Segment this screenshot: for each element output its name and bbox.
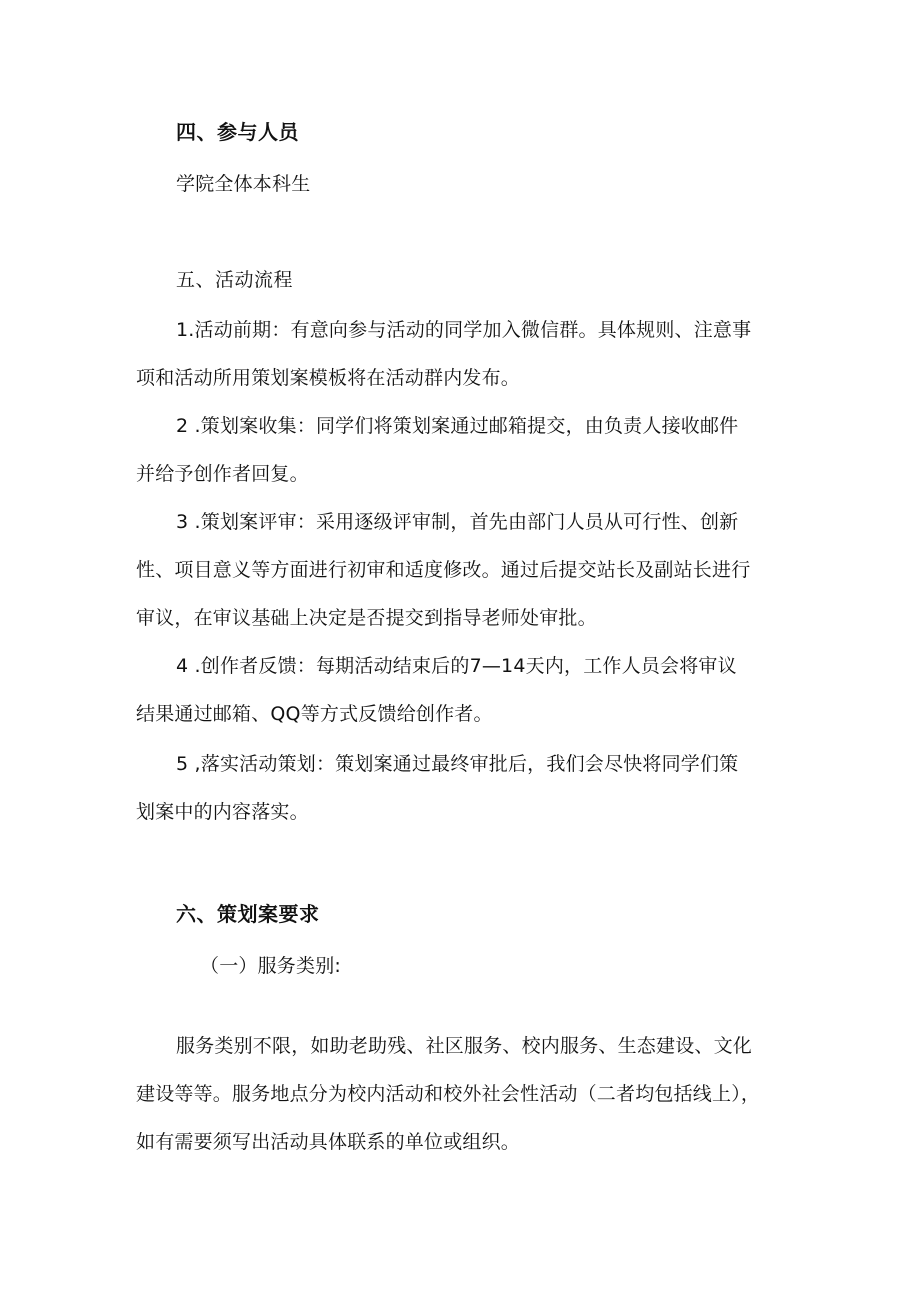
section-heading-participants: 四、参与人员	[176, 120, 299, 144]
process-item-5-line-2: 划案中的内容落实。	[136, 801, 309, 823]
section-heading-process: 五、活动流程	[176, 269, 294, 291]
requirements-paragraph-line-1: 服务类别不限，如助老助残、社区服务、校内服务、生态建设、文化	[176, 1035, 753, 1057]
process-item-3-line-3: 审议，在审议基础上决定是否提交到指导老师处审批。	[136, 607, 597, 629]
process-item-1-line-1: 1.活动前期：有意向参与活动的同学加入微信群。具体规则、注意事	[176, 319, 752, 341]
process-item-2-line-2: 并给予创作者回复。	[136, 463, 309, 485]
process-item-2-line-1: 2 .策划案收集：同学们将策划案通过邮箱提交，由负责人接收邮件	[176, 415, 739, 437]
requirements-paragraph-line-2: 建设等等。服务地点分为校内活动和校外社会性活动（二者均包括线上），	[136, 1083, 761, 1105]
process-item-5-line-1: 5 ,落实活动策划：策划案通过最终审批后，我们会尽快将同学们策	[176, 753, 739, 775]
process-item-4-line-1: 4 .创作者反馈：每期活动结束后的7—14天内，工作人员会将审议	[176, 655, 737, 677]
participants-text: 学院全体本科生	[176, 173, 311, 195]
requirements-subheading: （一）服务类别:	[200, 955, 342, 977]
requirements-paragraph-line-3: 如有需要须写出活动具体联系的单位或组织。	[136, 1131, 521, 1153]
process-item-1-line-2: 项和活动所用策划案模板将在活动群内发布。	[136, 367, 521, 389]
process-item-4-line-2: 结果通过邮箱、QQ等方式反馈给创作者。	[136, 703, 493, 725]
process-item-3-line-2: 性、项目意义等方面进行初审和适度修改。通过后提交站长及副站长进行	[136, 559, 751, 581]
process-item-3-line-1: 3 .策划案评审：采用逐级评审制，首先由部门人员从可行性、创新	[176, 511, 739, 533]
section-heading-requirements: 六、策划案要求	[176, 902, 320, 926]
